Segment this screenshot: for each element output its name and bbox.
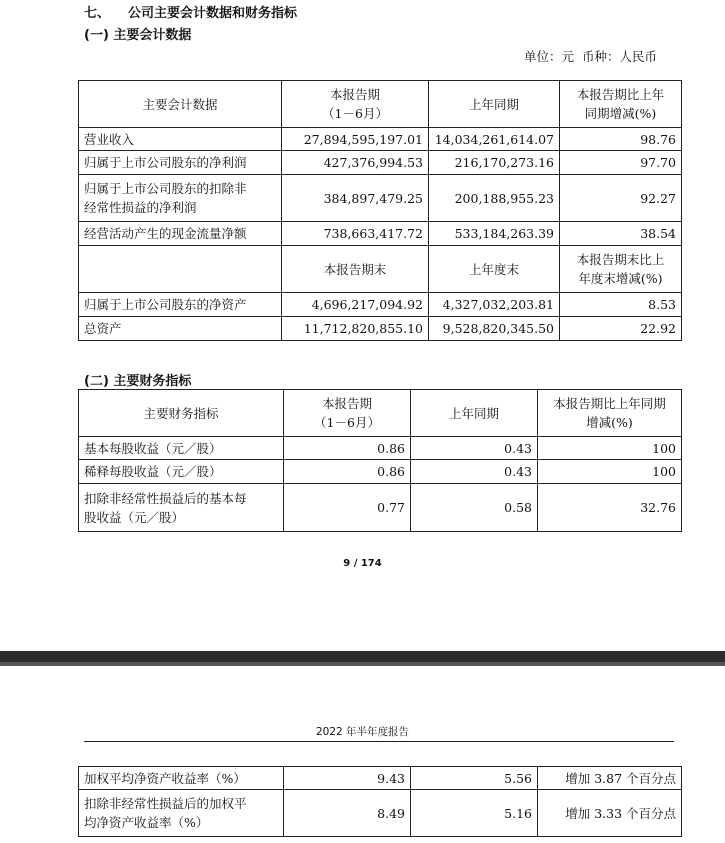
row-label: 稀释每股收益（元／股）: [79, 460, 284, 484]
value-cell: 11,712,820,855.10: [282, 317, 429, 341]
value-cell: 0.86: [284, 437, 411, 460]
value-cell: 0.77: [284, 484, 411, 532]
table-header-row: [79, 390, 682, 437]
value-cell: 8.53: [560, 293, 682, 317]
header-cell: 主要财务指标: [79, 390, 284, 437]
page-number: 9 / 174: [343, 558, 382, 569]
row-label: 扣除非经常性损益后的基本每 股收益（元／股）: [79, 484, 284, 532]
table-row: [79, 460, 682, 484]
table-row: [79, 317, 682, 341]
table-row: [79, 484, 682, 532]
header-cell: 本报告期 （1－6月）: [282, 81, 429, 128]
value-cell: 97.70: [560, 151, 682, 175]
value-cell: 9,528,820,345.50: [429, 317, 560, 341]
value-cell: 8.49: [284, 790, 411, 837]
header-cell: 本报告期末比上 年度末增减(%): [560, 246, 682, 293]
value-cell: 738,663,417.72: [282, 222, 429, 246]
value-cell: 200,188,955.23: [429, 175, 560, 222]
header-cell: 上年同期: [429, 81, 560, 128]
value-cell: 5.56: [411, 767, 538, 790]
page-separator-shadow: [0, 662, 725, 666]
table-header-row: [79, 81, 682, 128]
section-title: 公司主要会计数据和财务指标: [128, 6, 298, 21]
header-rule: [84, 741, 674, 742]
table-row: [79, 437, 682, 460]
value-cell: 5.16: [411, 790, 538, 837]
value-cell: 14,034,261,614.07: [429, 128, 560, 151]
value-cell: 22.92: [560, 317, 682, 341]
value-cell: 98.76: [560, 128, 682, 151]
row-label: 归属于上市公司股东的净利润: [79, 151, 282, 175]
row-label: 归属于上市公司股东的净资产: [79, 293, 282, 317]
table-row: [79, 790, 682, 837]
table-row: [79, 222, 682, 246]
row-label: 扣除非经常性损益后的加权平 均净资产收益率（%）: [79, 790, 284, 837]
unit-label: 单位：元: [524, 49, 575, 64]
value-cell: 38.54: [560, 222, 682, 246]
row-label: 归属于上市公司股东的扣除非 经常性损益的净利润: [79, 175, 282, 222]
subsection-title-financial: (二) 主要财务指标: [84, 374, 192, 389]
value-cell: 100: [538, 460, 682, 484]
value-cell: 92.27: [560, 175, 682, 222]
value-cell: 0.43: [411, 460, 538, 484]
financial-indicators-table: [78, 389, 682, 532]
table-subheader-row: [79, 246, 682, 293]
value-cell: 4,696,217,094.92: [282, 293, 429, 317]
value-cell: 增加 3.33 个百分点: [538, 790, 682, 837]
table-row: [79, 175, 682, 222]
row-label: 基本每股收益（元／股）: [79, 437, 284, 460]
value-cell: 0.86: [284, 460, 411, 484]
row-label: 加权平均净资产收益率（%）: [79, 767, 284, 790]
value-cell: 9.43: [284, 767, 411, 790]
value-cell: 427,376,994.53: [282, 151, 429, 175]
header-cell: 本报告期比上年 同期增减(%): [560, 81, 682, 128]
value-cell: 32.76: [538, 484, 682, 532]
table-row: [79, 767, 682, 790]
header-cell: 上年同期: [411, 390, 538, 437]
header-cell: 本报告期 （1－6月）: [284, 390, 411, 437]
value-cell: 27,894,595,197.01: [282, 128, 429, 151]
header-cell: 本报告期比上年同期 增减(%): [538, 390, 682, 437]
row-label: 总资产: [79, 317, 282, 341]
value-cell: 100: [538, 437, 682, 460]
value-cell: 增加 3.87 个百分点: [538, 767, 682, 790]
value-cell: 0.43: [411, 437, 538, 460]
row-label: 经营活动产生的现金流量净额: [79, 222, 282, 246]
value-cell: 533,184,263.39: [429, 222, 560, 246]
empty-cell: [79, 246, 282, 293]
table-row: [79, 128, 682, 151]
unit-line: [520, 47, 657, 65]
value-cell: 384,897,479.25: [282, 175, 429, 222]
value-cell: 4,327,032,203.81: [429, 293, 560, 317]
value-cell: 0.58: [411, 484, 538, 532]
report-header: 2022 年半年度报告: [315, 726, 410, 738]
row-label: 营业收入: [79, 128, 282, 151]
financial-indicators-table-continued: [78, 766, 682, 837]
table-row: [79, 151, 682, 175]
section-heading: [84, 2, 297, 21]
table-row: [79, 293, 682, 317]
accounting-data-table: [78, 80, 682, 341]
header-cell: 本报告期末: [282, 246, 429, 293]
value-cell: 216,170,273.16: [429, 151, 560, 175]
subsection-title-accounting: (一) 主要会计数据: [84, 28, 192, 43]
section-number: 七、: [84, 6, 111, 21]
currency-label: 币种：人民币: [582, 49, 658, 64]
header-cell: 上年度末: [429, 246, 560, 293]
header-cell: 主要会计数据: [79, 81, 282, 128]
